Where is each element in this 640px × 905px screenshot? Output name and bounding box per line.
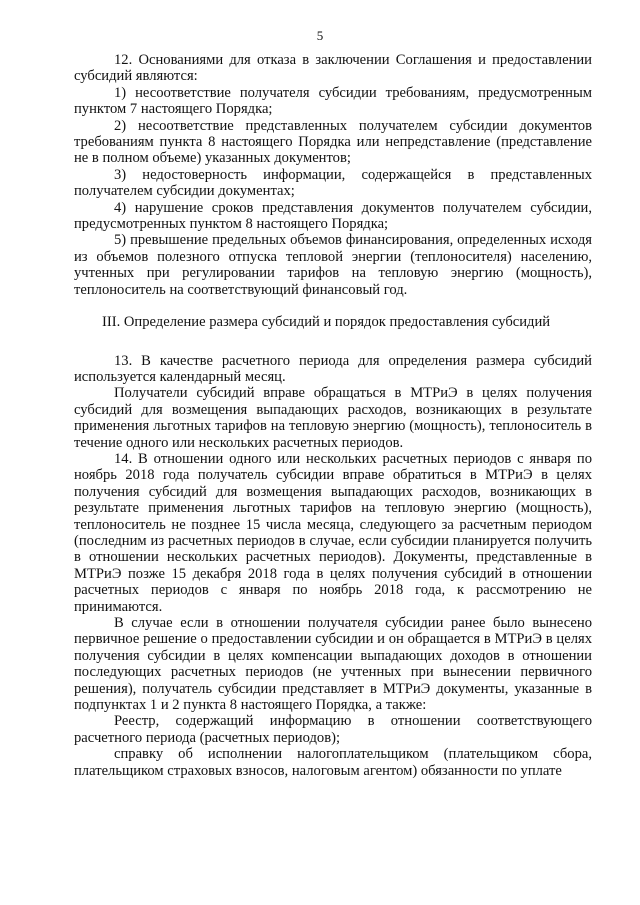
paragraph-subsequent-periods: В случае если в отношении получателя субсидии ранее было вынесено первичное решение о предоставлении субсидии и он обращается в МТРиЭ в целях получения субсидии в целях компенсации выпадающих доходов в отношении последующих расчетных периодов (не учтенных при вынесении первичного решения), получатель субсидии представляет в МТРиЭ документы, указанные в подпунктах 1 и 2 пункта 8 настоящего Порядка, а также: xyxy=(74,615,592,714)
list-item-4: 4) нарушение сроков представления документов получателем субсидии, предусмотренных пунктом 8 настоящего Порядка; xyxy=(74,199,592,233)
page-number: 5 xyxy=(316,28,324,43)
document-body xyxy=(74,52,592,779)
paragraph-12: 12. Основаниями для отказа в заключении Соглашения и предоставлении субсидий являются: xyxy=(74,52,592,85)
list-item-2: 2) несоответствие представленных получателем субсидии документов требованиям пункта 8 настоящего Порядка или непредставление (представление не в полном объеме) указанных документов; xyxy=(74,117,592,167)
paragraph-14: 14. В отношении одного или нескольких расчетных периодов с января по ноябрь 2018 года получатель субсидии вправе обратиться в МТРиЭ в целях получения субсидий для возмещения выпадающих расходов, возникающих в результате применения льготных тарифов на тепловую энергию (мощность), теплоноситель не позднее 15 числа месяца, следующего за расчетным периодом (последним из расчетных периодов в случае, если субсидии планируется получить в отношении нескольких расчетных периодов). Документы, представленные в МТРиЭ позже 15 декабря 2018 года в целях получения субсидий в отношении расчетных периодов с января по ноябрь 2018 года, к рассмотрению не принимаются. xyxy=(74,450,592,615)
list-item-5: 5) превышение предельных объемов финансирования, определенных исходя из объемов полезного отпуска тепловой энергии (теплоносителя) населению, учтенных при регулировании тарифов на тепловую энергию (мощность), теплоноситель на соответствующий финансовый год. xyxy=(74,232,592,298)
list-item-1: 1) несоответствие получателя субсидии требованиям, предусмотренным пунктом 7 настоящего Порядка; xyxy=(74,84,592,118)
paragraph-tax-certificate: справку об исполнении налогоплательщиком (плательщиком сбора, плательщиком страховых взносов, налоговым агентом) обязанности по уплате xyxy=(74,746,592,779)
paragraph-13: 13. В качестве расчетного периода для определения размера субсидий используется календарный месяц. xyxy=(74,352,592,385)
paragraph-registry: Реестр, содержащий информацию в отношении соответствующего расчетного периода (расчетных периодов); xyxy=(74,713,592,746)
list-item-3: 3) недостоверность информации, содержащейся в представленных получателем субсидии документах; xyxy=(74,166,592,200)
paragraph-recipients: Получатели субсидий вправе обращаться в МТРиЭ в целях получения субсидий для возмещения выпадающих расходов, возникающих в результате применения льготных тарифов на тепловую энергию (мощность), теплоноситель в течение одного или нескольких расчетных периодов. xyxy=(74,385,592,451)
section-heading: III. Определение размера субсидий и порядок предоставления субсидий xyxy=(102,314,551,331)
